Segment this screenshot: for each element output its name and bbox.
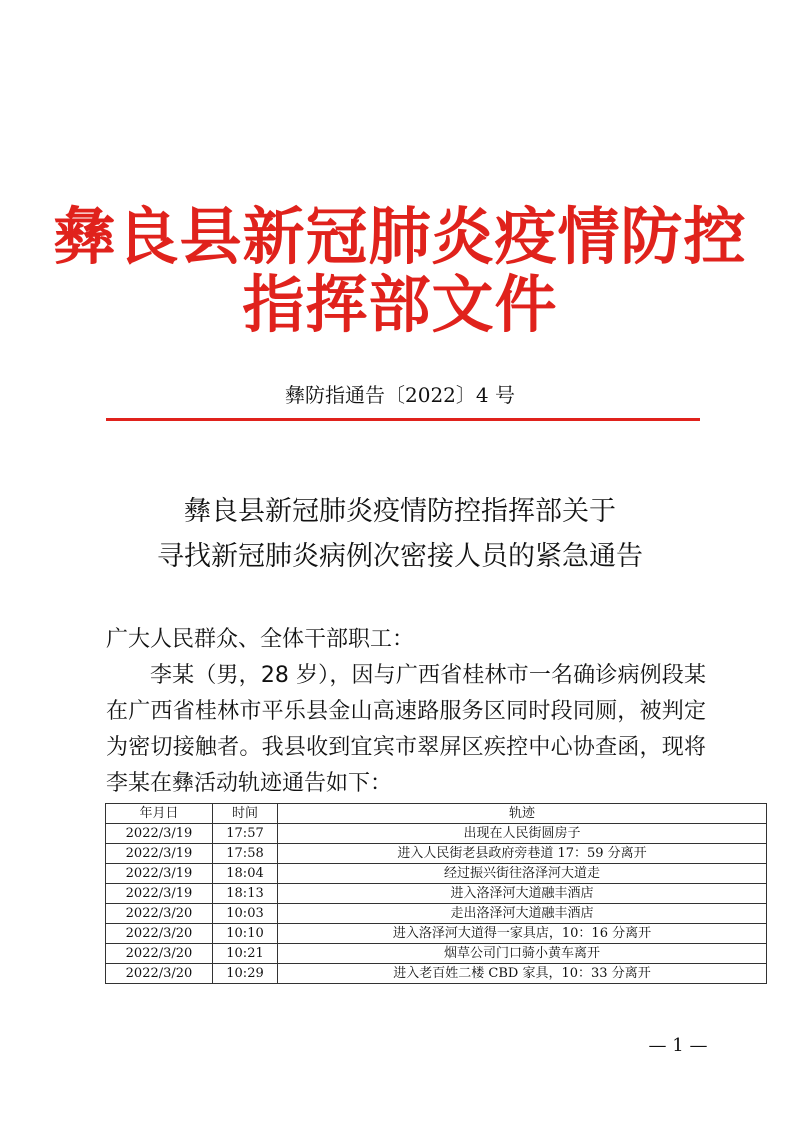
- cell-date: 2022/3/19: [106, 844, 213, 864]
- table-row: [106, 944, 767, 964]
- cell-time: 10:21: [213, 944, 278, 964]
- cell-trace: 进入洛泽河大道得一家具店，10：16 分离开: [278, 924, 767, 944]
- table-row: [106, 824, 767, 844]
- cell-date: 2022/3/20: [106, 944, 213, 964]
- column-header-trace: 轨迹: [278, 804, 767, 824]
- column-header-time: 时间: [213, 804, 278, 824]
- table-row: [106, 884, 767, 904]
- table-row: [106, 904, 767, 924]
- cell-date: 2022/3/20: [106, 904, 213, 924]
- cell-trace: 进入洛泽河大道融丰酒店: [278, 884, 767, 904]
- cell-trace: 进入人民街老县政府旁巷道 17：59 分离开: [278, 844, 767, 864]
- cell-time: 18:13: [213, 884, 278, 904]
- document-header-title-line2: 指挥部文件: [242, 268, 558, 341]
- cell-time: 10:10: [213, 924, 278, 944]
- cell-date: 2022/3/19: [106, 864, 213, 884]
- cell-time: 10:29: [213, 964, 278, 984]
- notice-title-line2: 寻找新冠肺炎病例次密接人员的紧急通告: [157, 541, 643, 572]
- cell-date: 2022/3/20: [106, 964, 213, 984]
- cell-date: 2022/3/19: [106, 884, 213, 904]
- cell-trace: 烟草公司门口骑小黄车离开: [278, 944, 767, 964]
- cell-date: 2022/3/19: [106, 824, 213, 844]
- cell-trace: 出现在人民街圆房子: [278, 824, 767, 844]
- page-number: — 1 —: [648, 1035, 708, 1056]
- table-row: [106, 844, 767, 864]
- cell-time: 18:04: [213, 864, 278, 884]
- table-header-row: [106, 804, 767, 824]
- cell-trace: 进入老百姓二楼 CBD 家具，10：33 分离开: [278, 964, 767, 984]
- notice-title: 彝良县新冠肺炎疫情防控指挥部关于: [184, 496, 616, 527]
- cell-time: 17:58: [213, 844, 278, 864]
- document-header-title: 彝良县新冠肺炎疫情防控: [53, 200, 747, 273]
- cell-time: 10:03: [213, 904, 278, 924]
- table-row: [106, 964, 767, 984]
- column-header-date: 年月日: [106, 804, 213, 824]
- red-divider: [106, 418, 700, 421]
- notice-paragraph: 李某（男，28 岁），因与广西省桂林市一名确诊病例段某在广西省桂林市平乐县金山高速路服务区同时段同厕，被判定为密切接触者。我县收到宜宾市翠屏区疾控中心协查函，现将李某在彝活动轨迹通告如下：: [106, 663, 706, 796]
- table-row: [106, 924, 767, 944]
- cell-date: 2022/3/20: [106, 924, 213, 944]
- document-number: 彝防指通告〔2022〕4 号: [285, 383, 515, 407]
- salutation: 广大人民群众、全体干部职工：: [106, 627, 415, 652]
- cell-trace: 经过振兴街往洛泽河大道走: [278, 864, 767, 884]
- cell-time: 17:57: [213, 824, 278, 844]
- trace-table: [105, 803, 767, 984]
- table-row: [106, 864, 767, 884]
- cell-trace: 走出洛泽河大道融丰酒店: [278, 904, 767, 924]
